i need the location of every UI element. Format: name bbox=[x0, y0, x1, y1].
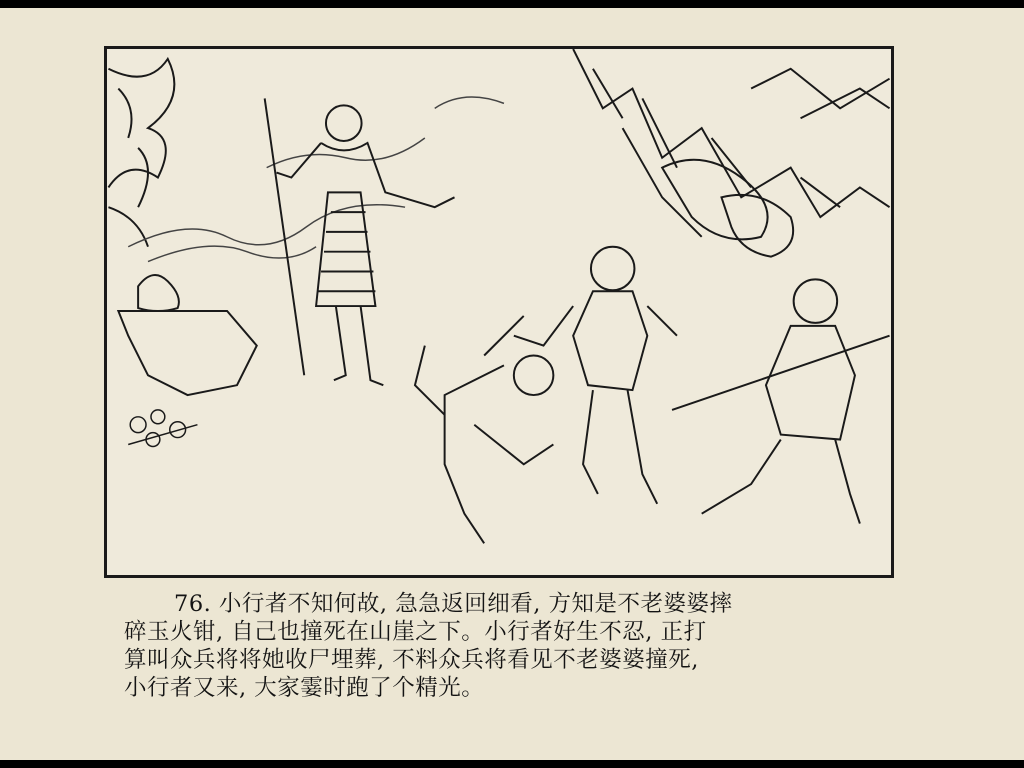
caption-line: 算叫众兵将将她收尸埋葬, 不料众兵将看见不老婆婆撞死, bbox=[124, 647, 699, 673]
fallen-figure-icon bbox=[118, 275, 256, 395]
smoke-icon bbox=[128, 97, 504, 262]
comic-page bbox=[0, 8, 1024, 760]
caption-text bbox=[124, 590, 894, 702]
monkey-soldier-icon bbox=[514, 247, 677, 504]
caption-line: 76. 小行者不知何故, 急急返回细看, 方知是不老婆婆摔 bbox=[174, 591, 733, 617]
tumbling-soldier-icon bbox=[415, 316, 553, 543]
old-woman-figure-icon bbox=[265, 98, 455, 385]
comic-panel-illustration-icon bbox=[107, 49, 891, 575]
caption-line: 碎玉火钳, 自己也撞死在山崖之下。小行者好生不忍, 正打 bbox=[124, 619, 707, 645]
comic-panel-illustration bbox=[104, 46, 894, 578]
tree-icon bbox=[108, 59, 174, 247]
cliff-rocks-icon bbox=[573, 49, 889, 257]
flower-bush-icon bbox=[128, 410, 197, 447]
bull-soldier-icon bbox=[672, 279, 890, 523]
caption-line: 小行者又来, 大家霎时跑了个精光。 bbox=[124, 675, 485, 701]
